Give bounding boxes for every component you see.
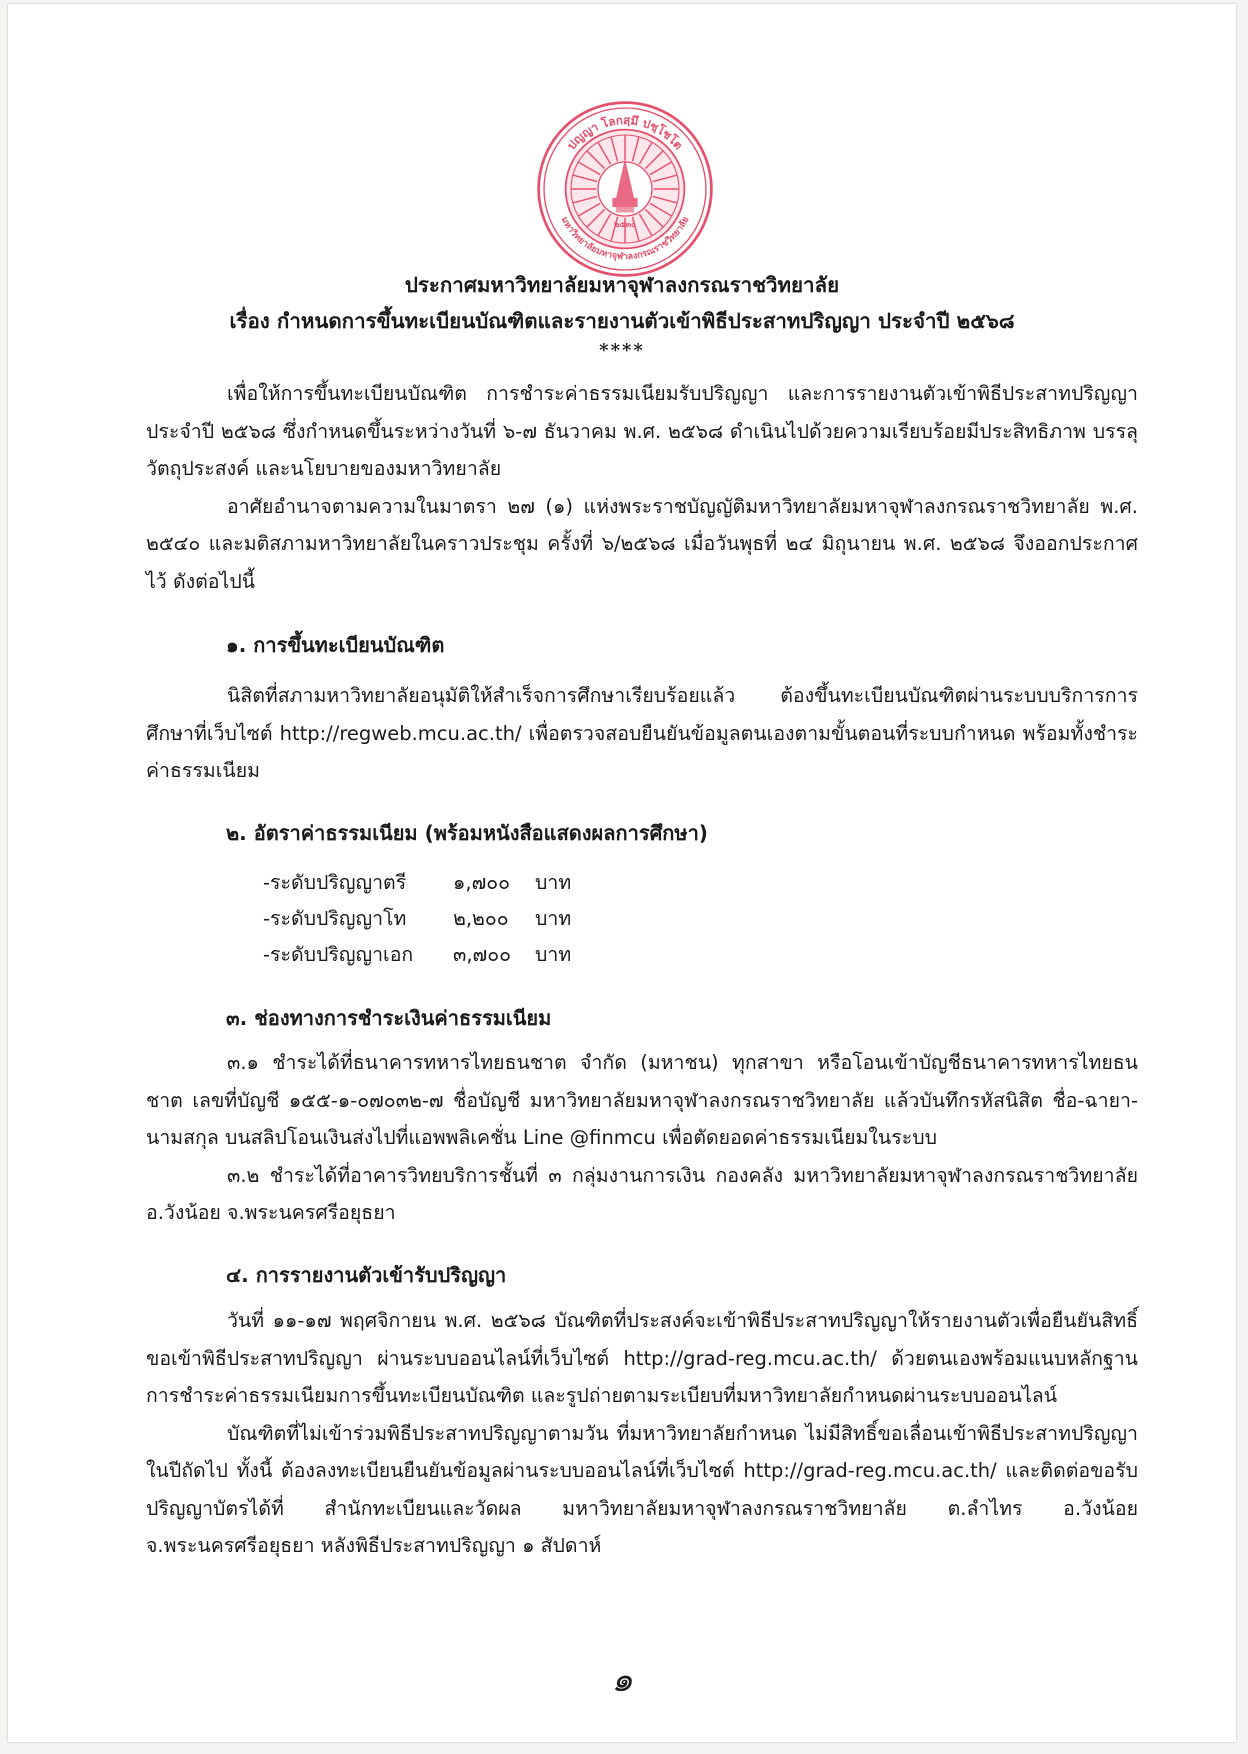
announcement-subject: เรื่อง กำหนดการขึ้นทะเบียนบัณฑิตและรายงานตัวเข้าพิธีประสาทปริญญา ประจำปี ๒๕๖๘	[229, 309, 1015, 333]
section-3-paragraph-1: ๓.๑ ชำระได้ที่ธนาคารทหารไทยธนชาต จำกัด (มหาชน) ทุกสาขา หรือโอนเข้าบัญชีธนาคารทหารไทยธนชาต เลขที่บัญชี ๑๕๕-๑-๐๗๐๓๒-๗ ชื่อบัญชี มหาวิทยาลัยมหาจุฬาลงกรณราชวิทยาลัย แล้วบันทึกรหัสนิสิต ชื่อ-ฉายา-นามสกุล บนสลิปโอนเงินส่งไปที่แอพพลิเคชั่น Line @finmcu เพื่อตัดยอดค่าธรรมเนียมในระบบ	[146, 1051, 1138, 1149]
fee-level: -ระดับปริญญาเอก	[263, 943, 414, 966]
fee-amount: ๑,๗๐๐	[453, 871, 511, 894]
page-number: ๑	[611, 1660, 633, 1700]
intro-section	[146, 375, 1138, 600]
fee-row-bachelor	[263, 866, 571, 900]
section-4-heading: ๔. การรายงานตัวเข้ารับปริญญา	[226, 1263, 507, 1287]
section-4-body	[146, 1302, 1138, 1565]
university-seal	[535, 99, 715, 279]
section-3-paragraph-2: ๓.๒ ชำระได้ที่อาคารวิทยบริการชั้นที่ ๓ กลุ่มงานการเงิน กองคลัง มหาวิทยาลัยมหาจุฬาลงกรณราชวิทยาลัย อ.วังน้อย จ.พระนครศรีอยุธยา	[146, 1163, 1138, 1224]
fee-unit: บาท	[535, 943, 572, 966]
fee-amount: ๓,๗๐๐	[453, 943, 511, 966]
seal-emblem-icon	[535, 99, 715, 279]
section-1-paragraph: นิสิตที่สภามหาวิทยาลัยอนุมัติให้สำเร็จการศึกษาเรียบร้อยแล้ว ต้องขึ้นทะเบียนบัณฑิตผ่านระบบบริการการศึกษาที่เว็บไซต์ http://regweb.mcu.ac.th/ เพื่อตรวจสอบยืนยันข้อมูลตนเองตามขั้นตอนที่ระบบกำหนด พร้อมทั้งชำระค่าธรรมเนียม	[146, 684, 1138, 782]
section-1-body	[146, 677, 1138, 790]
title-separator: ****	[599, 340, 645, 361]
fee-level: -ระดับปริญญาตรี	[263, 871, 407, 894]
seal-top-text: ปญญา โลกสฺมึ ปชฺโชโต	[564, 113, 686, 153]
fee-amount: ๒,๒๐๐	[453, 907, 509, 930]
section-3-body	[146, 1044, 1138, 1232]
announcement-header	[8, 267, 1236, 363]
fee-unit: บาท	[535, 871, 572, 894]
intro-paragraph-2: อาศัยอำนาจตามความในมาตรา ๒๗ (๑) แห่งพระราชบัญญัติมหาวิทยาลัยมหาจุฬาลงกรณราชวิทยาลัย พ.ศ. ๒๕๔๐ และมติสภามหาวิทยาลัยในคราวประชุม ครั้งที่ ๖/๒๕๖๘ เมื่อวันพุธที่ ๒๔ มิถุนายน พ.ศ. ๒๕๖๘ จึงออกประกาศไว้ ดังต่อไปนี้	[146, 494, 1138, 593]
section-2-heading: ๒. อัตราค่าธรรมเนียม (พร้อมหนังสือแสดงผลการศึกษา)	[226, 821, 708, 845]
seal-bottom-text: มหาวิทยาลัยมหาจุฬาลงกรณราชวิทยาลัย	[558, 215, 692, 263]
section-3-heading: ๓. ช่องทางการชำระเงินค่าธรรมเนียม	[226, 1006, 552, 1030]
fee-level: -ระดับปริญญาโท	[263, 907, 407, 930]
section-4-paragraph-2: บัณฑิตที่ไม่เข้าร่วมพิธีประสาทปริญญาตามวัน ที่มหาวิทยาลัยกำหนด ไม่มีสิทธิ์ขอเลื่อนเข้าพิธีประสาทปริญญาในปีถัดไป ทั้งนี้ ต้องลงทะเบียนยืนยันข้อมูลผ่านระบบออนไลน์ที่เว็บไซต์ http://grad-reg.mcu.ac.th/ และติดต่อขอรับปริญญาบัตรได้ที่ สำนักทะเบียนและวัดผล มหาวิทยาลัยมหาจุฬาลงกรณราชวิทยาลัย ต.ลำไทร อ.วังน้อย จ.พระนครศรีอยุธยา หลังพิธีประสาทปริญญา ๑ สัปดาห์	[146, 1421, 1138, 1557]
section-4-paragraph-1: วันที่ ๑๑-๑๗ พฤศจิกายน พ.ศ. ๒๕๖๘ บัณฑิตที่ประสงค์จะเข้าพิธีประสาทปริญญาให้รายงานตัวเพื่อยืนยันสิทธิ์ขอเข้าพิธีประสาทปริญญา ผ่านระบบออนไลน์ที่เว็บไซต์ http://grad-reg.mcu.ac.th/ ด้วยตนเองพร้อมแนบหลักฐานการชำระค่าธรรมเนียมการขึ้นทะเบียนบัณฑิต และรูปถ่ายตามระเบียบที่มหาวิทยาลัยกำหนดผ่านระบบออนไลน์	[146, 1309, 1138, 1407]
fee-row-doctorate	[263, 938, 571, 972]
section-1-heading: ๑. การขึ้นทะเบียนบัณฑิต	[226, 633, 445, 657]
intro-paragraph-1: เพื่อให้การขึ้นทะเบียนบัณฑิต การชำระค่าธรรมเนียมรับปริญญา และการรายงานตัวเข้าพิธีประสาทปริญญา ประจำปี ๒๕๖๘ ซึ่งกำหนดขึ้นระหว่างวันที่ ๖-๗ ธันวาคม พ.ศ. ๒๕๖๘ ดำเนินไปด้วยความเรียบร้อยมีประสิทธิภาพ บรรลุวัตถุประสงค์ และนโยบายของมหาวิทยาลัย	[146, 382, 1138, 480]
announcement-title: ประกาศมหาวิทยาลัยมหาจุฬาลงกรณราชวิทยาลัย	[404, 273, 840, 297]
fee-row-master	[263, 902, 571, 936]
document-page	[8, 4, 1236, 1742]
fee-unit: บาท	[535, 907, 572, 930]
seal-center-text: ๒๕๓๐	[614, 218, 636, 229]
